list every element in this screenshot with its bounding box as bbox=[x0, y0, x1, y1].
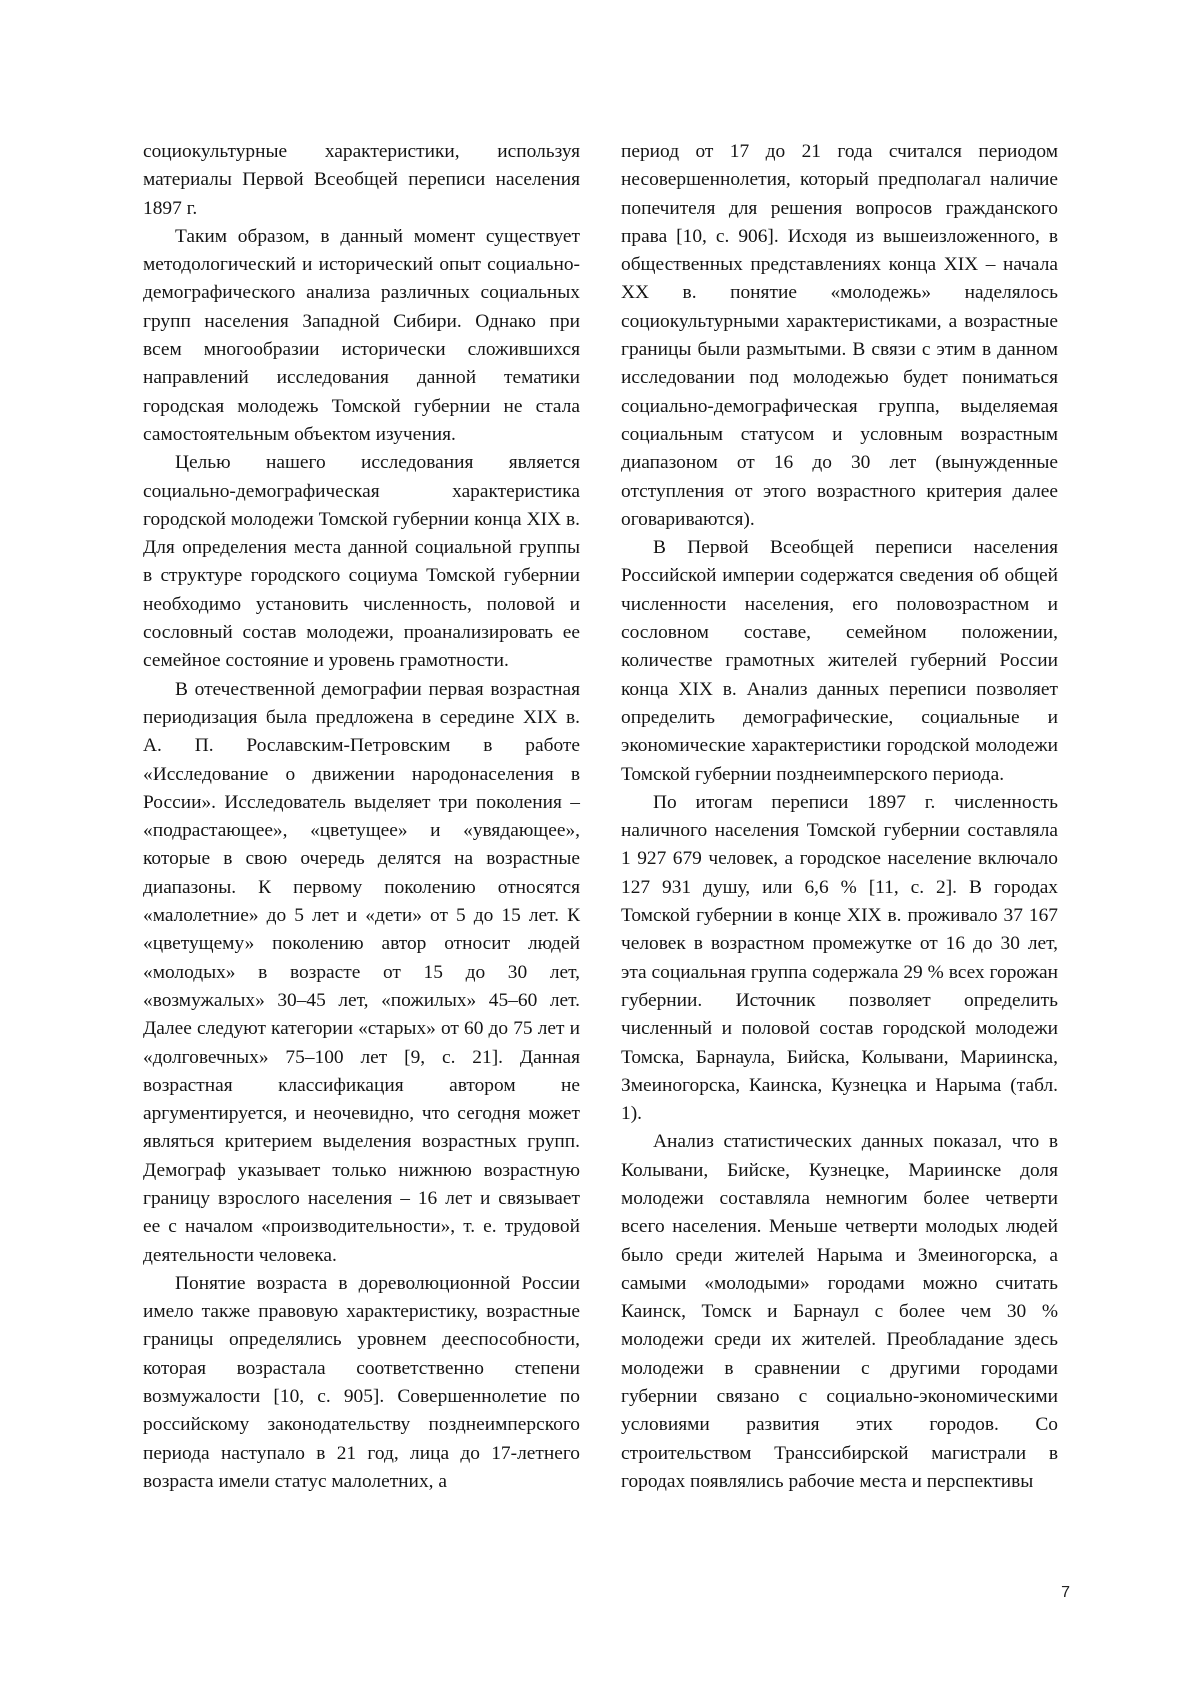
paragraph: период от 17 до 21 года считался периодом несовершеннолетия, который предполагал наличие попечителя для решения вопросов гражданского права [10, с. 906]. Исходя из вышеизложенного, в общественных представлениях конца XIX – начала XX в. понятие «молодежь» наделялось социокультурными характеристиками, а возрастные границы были размытыми. В связи с этим в данном исследовании под молодежью будет пониматься социально-демографическая группа, выделяемая социальным статусом и условным возрастным диапазоном от 16 до 30 лет (вынужденные отступления от этого возрастного критерия далее оговариваются). bbox=[621, 141, 1058, 530]
paragraph: В Первой Всеобщей переписи населения Российской империи содержатся сведения об общей численности населения, его половозрастном и сословном составе, семейном положении, количестве грамотных жителей губерний России конца XIX в. Анализ данных переписи позволяет определить демографические, социальные и экономические характеристики городской молодежи Томской губернии позднеимперского периода. bbox=[621, 537, 1058, 785]
paragraph: В отечественной демографии первая возрастная периодизация была предложена в середине XIX в. А. П. Рославским-Петровским в работе «Исследование о движении народонаселения в России». Исследователь выделяет три поколения – «подрастающее», «цветущее» и «увядающее», которые в свою очередь делятся на возрастные диапазоны. К первому поколению относятся «малолетние» до 5 лет и «дети» от 5 до 15 лет. К «цветущему» поколению автор относит людей «молодых» в возрасте от 15 до 30 лет, «возмужалых» 30–45 лет, «пожилых» 45–60 лет. Далее следуют категории «старых» от 60 до 75 лет и «долговечных» 75–100 лет [9, с. 21]. Данная возрастная классификация автором не аргументируется, и неочевидно, что сегодня может являться критерием выделения возрастных групп. Демограф указывает только нижнюю возрастную границу взрослого населения – 16 лет и связывает ее с началом «производительности», т. е. трудовой деятельности человека. bbox=[143, 678, 580, 1266]
paragraph: Анализ статистических данных показал, что в Колывани, Бийске, Кузнецке, Мариинске доля молодежи составляла немногим более четверти всего населения. Меньше четверти молодых людей было среди жителей Нарыма и Змеиногорска, а самыми «молодыми» городами можно считать Каинск, Томск и Барнаул с более чем 30 % молодежи среди их жителей. Преобладание здесь молодежи в сравнении с другими городами губернии связано с социально-экономическими условиями развития этих городов. Со строительством Транссибирской магистрали в городах появлялись рабочие места и перспективы bbox=[621, 1131, 1058, 1492]
left-text-column bbox=[143, 138, 580, 1496]
paragraph: Таким образом, в данный момент существует методологический и исторический опыт социально-демографического анализа различных социальных групп населения Западной Сибири. Однако при всем многообразии исторически сложившихся направлений исследования данной тематики городская молодежь Томской губернии не стала самостоятельным объектом изучения. bbox=[143, 225, 580, 445]
paragraph: По итогам переписи 1897 г. численность наличного населения Томской губернии составляла 1 927 679 человек, а городское население включало 127 931 душу, или 6,6 % [11, с. 2]. В городах Томской губернии в конце XIX в. проживало 37 167 человек в возрастном промежутке от 16 до 30 лет, эта социальная группа содержала 29 % всех горожан губернии. Источник позволяет определить численный и половой состав городской молодежи Томска, Барнаула, Бийска, Колывани, Мариинска, Змеиногорска, Каинска, Кузнецка и Нарыма (табл. 1). bbox=[621, 791, 1058, 1125]
paragraph: Понятие возраста в дореволюционной России имело также правовую характеристику, возрастные границы определялись уровнем дееспособности, которая возрастала соответственно степени возмужалости [10, с. 905]. Совершеннолетие по российскому законодательству позднеимперского периода наступало в 21 год, лица до 17-летнего возраста имели статус малолетних, а bbox=[143, 1272, 580, 1492]
page-number: 7 bbox=[1061, 1584, 1070, 1601]
paragraph: Целью нашего исследования является социально-демографическая характеристика городской молодежи Томской губернии конца XIX в. Для определения места данной социальной группы в структуре городского социума Томской губернии необходимо установить численность, половой и сословный состав молодежи, проанализировать ее семейное состояние и уровень грамотности. bbox=[143, 452, 580, 672]
paragraph: социокультурные характеристики, используя материалы Первой Всеобщей переписи населения 1897 г. bbox=[143, 141, 580, 219]
right-text-column bbox=[621, 138, 1058, 1496]
